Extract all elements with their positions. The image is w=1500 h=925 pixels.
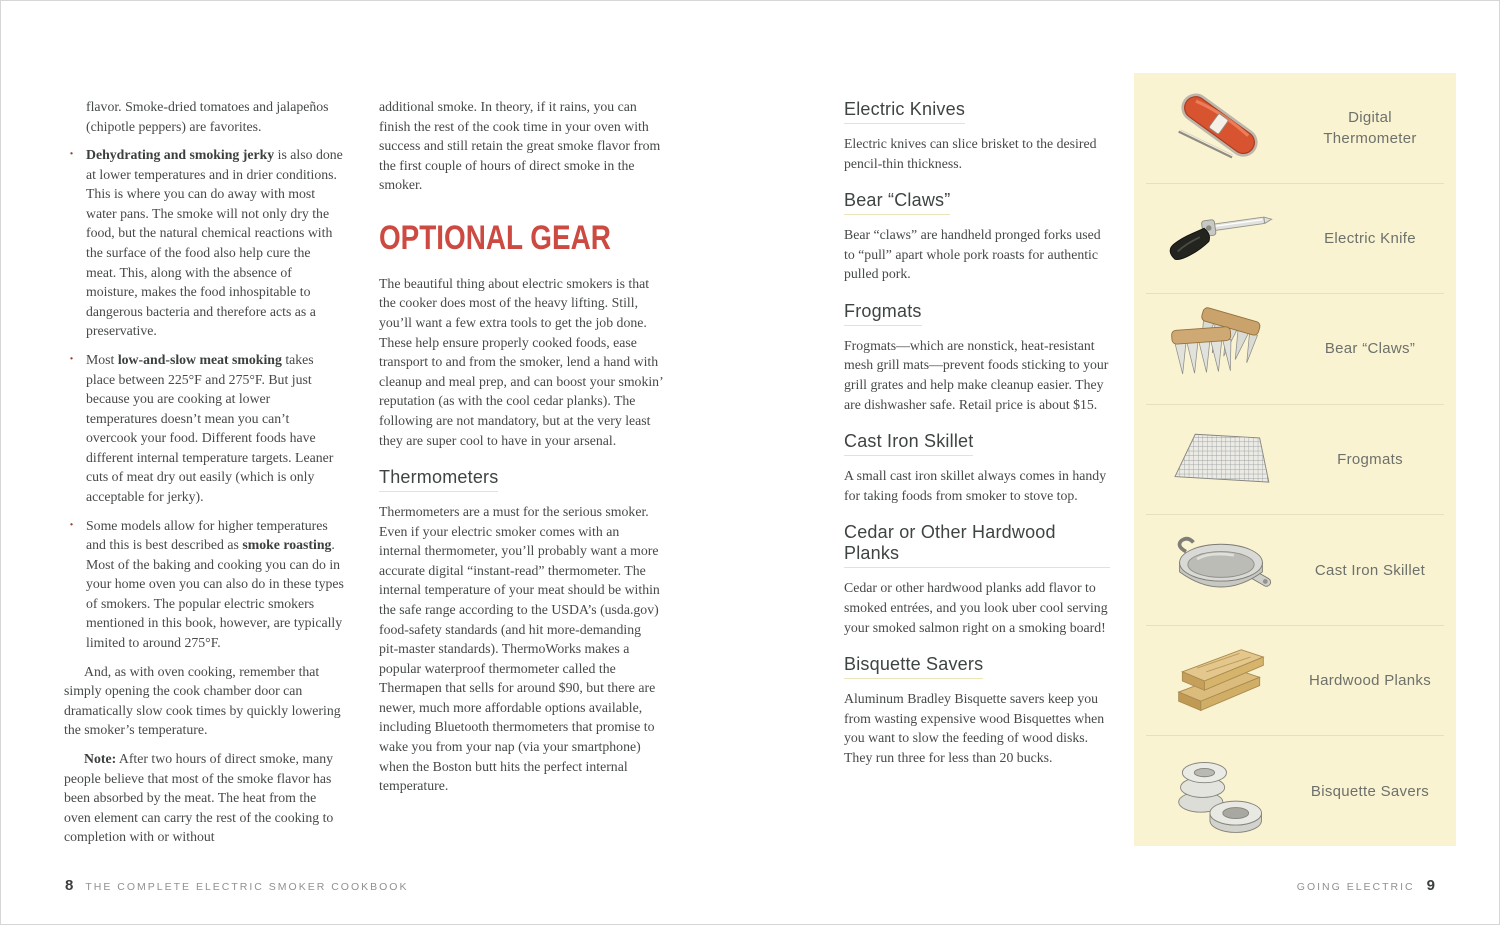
sidebar-item-label: Electric Knife — [1324, 229, 1416, 247]
paragraph: And, as with oven cooking, remember that simply opening the cook chamber door can dramatically slow cook times by quickly lowering the smoker’s temperature. — [64, 663, 341, 738]
paragraph-continuation: additional smoke. In theory, if it rains, you can finish the rest of the cook time in your oven with success and still retain the great smoke flavor from the first couple of hours of direct smoke in the smoker. — [379, 99, 661, 193]
bullet-text: takes place between 225°F and 275°F. But just because you are cooking at lower temperatures doesn’t mean you can’t overcook your food. Different foods have different internal temperature targets. Leaner cuts of meat dry out easily (which is only acceptable for jerky). — [86, 351, 334, 504]
subheading-thermometers — [379, 467, 663, 492]
bullet-bold: Dehydrating and smoking jerky — [86, 147, 275, 163]
subheading-bear-claws — [844, 190, 1110, 215]
subheading-text: Bisquette Savers — [844, 654, 983, 679]
digital-thermometer-icon — [1162, 82, 1280, 174]
list-item — [64, 516, 344, 653]
subheading-electric-knives — [844, 99, 1110, 124]
subheading-cedar-planks — [844, 522, 1110, 568]
section-heading-optional-gear: OPTIONAL GEAR — [379, 218, 611, 257]
electric-knife-icon — [1162, 192, 1280, 284]
sidebar-item-label: Cast Iron Skillet — [1314, 561, 1426, 579]
bullet-text: Some models allow for higher temperatures and this is best described as — [86, 517, 328, 553]
sidebar-item-frogmats — [1146, 404, 1444, 515]
page-number: 9 — [1426, 877, 1435, 894]
subheading-text: Bear “Claws” — [844, 190, 950, 215]
paragraph: Cedar or other hardwood planks add flavor to smoked entrées, and you look uber cool serving your smoked salmon right on a smoking board! — [844, 580, 1108, 635]
illustration-wrap — [1146, 192, 1296, 284]
hardwood-planks-icon — [1162, 635, 1280, 727]
subheading-text: Thermometers — [379, 467, 498, 492]
bullet-bold: low-and-slow meat smoking — [117, 351, 282, 367]
note-text: After two hours of direct smoke, many people believe that most of the smoke flavor has been absorbed by the meat. The heat from the oven element can carry the rest of the cooking to completion with or without — [64, 750, 334, 845]
bullet-text: is also done at lower temperatures and in drier conditions. This is where you can do away with most water pans. The smoke will not only dry the food, but the natural chemical reactions with the surface of the food also help cure the meat. This, along with the absence of moisture, makes the food inhospitable to dangerous bacteria and therefore acts as a preservative. — [86, 147, 343, 339]
paragraph: Frogmats—which are nonstick, heat-resistant mesh grill mats—prevent foods sticking to your grill grates and help make cleanup easier. They are dishwasher safe. Retail price is about $15. — [844, 337, 1109, 412]
subheading-cast-iron-skillet — [844, 431, 1110, 456]
sidebar-item-label: Bear “Claws” — [1324, 340, 1416, 358]
frogmat-icon — [1162, 414, 1280, 506]
paragraph: Bear “claws” are handheld pronged forks used to “pull” apart whole pork roasts for authentic pulled pork. — [844, 227, 1101, 282]
illustration-wrap — [1146, 524, 1296, 616]
book-title: THE COMPLETE ELECTRIC SMOKER COOKBOOK — [85, 881, 409, 893]
cast-iron-skillet-icon — [1162, 524, 1280, 616]
paragraph: Aluminum Bradley Bisquette savers keep you from wasting expensive wood Bisquettes when you want to slow the feeding of wood disks. They run three for less than 20 bucks. — [844, 691, 1105, 765]
bisquette-savers-icon — [1162, 745, 1280, 837]
bullet-bold: smoke roasting — [242, 537, 332, 553]
sidebar-item-label: Frogmats — [1337, 451, 1403, 469]
paragraph: Thermometers are a must for the serious smoker. Even if your electric smoker comes with an internal thermometer, you’ll probably want a more accurate digital “instant-read” thermometer. The internal temperature of your meat should be within the safe range according to the USDA’s (usda.gov) food-safety standards (and hit more-demanding pit-master standards). ThermoWorks makes a popular waterproof thermometer called the Thermapen that sells for around $90, but there are newer, much more affordable options available, including Bluetooth thermometers that promise to wake you from your nap (via your smartphone) when the Boston butt hits the perfect internal temperature. — [379, 504, 660, 794]
sidebar-item-electric-knife — [1146, 183, 1444, 294]
bear-claws-icon — [1162, 303, 1280, 395]
sidebar-item-label: Hardwood Planks — [1308, 672, 1432, 690]
illustration-wrap — [1146, 414, 1296, 506]
list-item — [64, 350, 344, 507]
left-page-column-1 — [64, 97, 344, 856]
sidebar-item-bisquette-savers — [1146, 735, 1444, 846]
left-page-footer — [65, 877, 408, 894]
sidebar-item-label: Digital Thermometer — [1323, 108, 1417, 147]
illustration-wrap — [1146, 303, 1296, 395]
paragraph-continuation: flavor. Smoke-dried tomatoes and jalapeños (chipotle peppers) are favorites. — [86, 99, 329, 134]
bullet-text: . Most of the baking and cooking you can do in your home oven you can also do in these types of smokers. The popular electric smokers mentioned in this book, however, are typically limited to around 275°F. — [86, 537, 344, 651]
gear-sidebar — [1134, 73, 1456, 846]
paragraph: The beautiful thing about electric smokers is that the cooker does most of the heavy lifting. Still, you’ll want a few extra tools to get the job done. These help ensure properly cooked foods, ease transport to and from the smoker, lend a hand with cleanup and meal prep, and can boost your smokin’ reputation (as with the cool cedar planks). The following are not mandatory, but at the very least they are super cool to have in your arsenal. — [379, 275, 663, 448]
subheading-frogmats — [844, 301, 1110, 326]
subheading-text: Cast Iron Skillet — [844, 431, 973, 456]
sidebar-item-label: Bisquette Savers — [1310, 782, 1430, 800]
paragraph: Electric knives can slice brisket to the desired pencil-thin thickness. — [844, 136, 1097, 171]
bullet-text: Most — [86, 351, 118, 367]
sidebar-item-digital-thermometer — [1146, 73, 1444, 183]
illustration-wrap — [1146, 745, 1296, 837]
subheading-text: Electric Knives — [844, 99, 965, 124]
bullet-list — [64, 145, 344, 652]
right-page-column — [844, 97, 1110, 776]
sidebar-item-hardwood-planks — [1146, 625, 1444, 736]
subheading-text: Frogmats — [844, 301, 922, 326]
left-page-column-2 — [379, 97, 663, 805]
note-paragraph — [64, 749, 344, 847]
right-page-footer — [1297, 877, 1435, 894]
illustration-wrap — [1146, 82, 1296, 174]
sidebar-item-cast-iron-skillet — [1146, 514, 1444, 625]
subheading-text: Cedar or Other Hardwood Planks — [844, 522, 1110, 568]
note-label: Note: — [84, 750, 117, 766]
illustration-wrap — [1146, 635, 1296, 727]
paragraph: A small cast iron skillet always comes in handy for taking foods from smoker to stove top. — [844, 468, 1107, 503]
list-item — [64, 145, 344, 341]
page-number: 8 — [65, 877, 74, 894]
sidebar-item-bear-claws — [1146, 293, 1444, 404]
chapter-title: GOING ELECTRIC — [1296, 881, 1415, 893]
subheading-bisquette-savers — [844, 654, 1110, 679]
